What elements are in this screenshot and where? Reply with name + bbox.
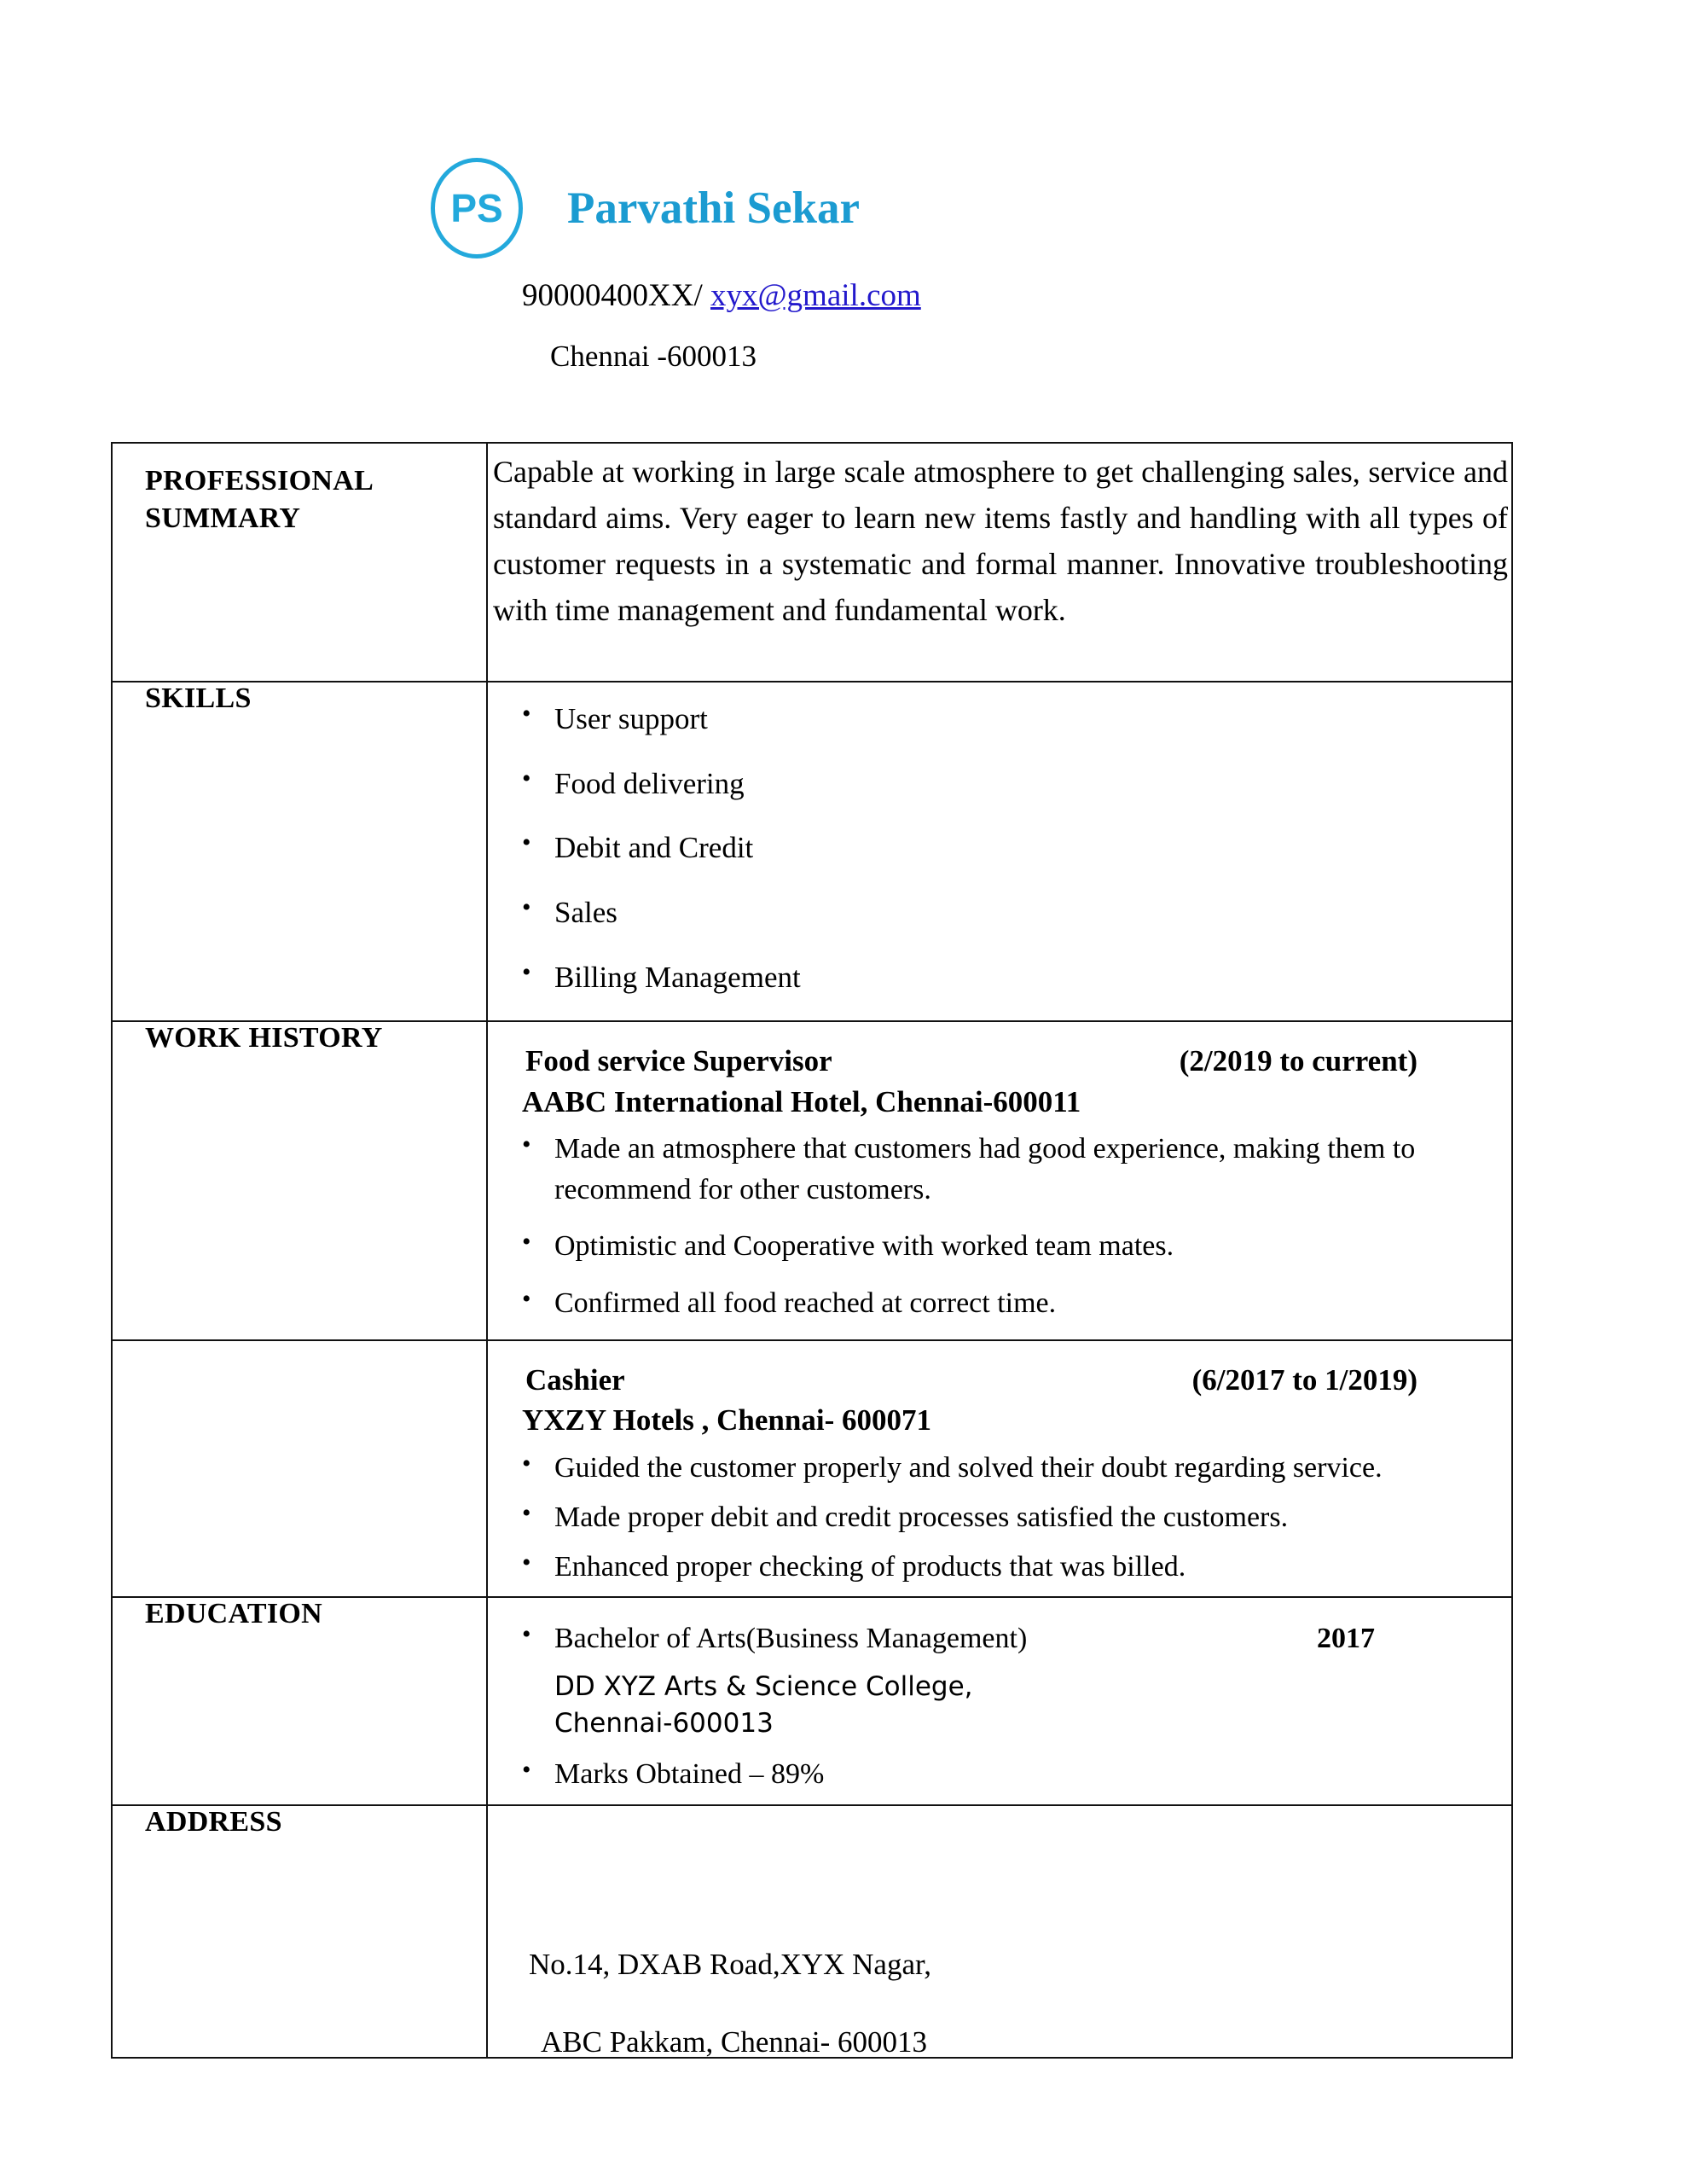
job-bullets	[488, 1129, 1511, 1324]
table-row-skills	[112, 682, 1512, 1021]
list-item: • Confirmed all food reached at correct time.	[488, 1283, 1511, 1324]
skills-content-cell	[487, 682, 1512, 1021]
section-label-education: EDUCATION	[145, 1598, 322, 1630]
address-content-cell	[487, 1805, 1512, 2058]
list-item: • Made proper debit and credit processes satisfied the customers.	[488, 1497, 1511, 1538]
list-item: • Optimistic and Cooperative with worked team mates.	[488, 1226, 1511, 1267]
table-row-work-history	[112, 1021, 1512, 1340]
resume-header	[0, 0, 1687, 401]
job-title: Cashier	[525, 1363, 625, 1397]
job-bullets	[488, 1448, 1511, 1589]
phone-number: 90000400XX/	[522, 278, 703, 313]
education-label-cell	[112, 1597, 487, 1804]
job-entry	[488, 1341, 1511, 1588]
education-degree: • Bachelor of Arts(Business Management)	[554, 1623, 1028, 1655]
list-item: • Enhanced proper checking of products that was billed.	[488, 1547, 1511, 1588]
skills-label-cell	[112, 682, 487, 1021]
work-history-label-cell	[112, 1021, 487, 1340]
list-item: • Guided the customer properly and solved their doubt regarding service.	[488, 1448, 1511, 1489]
address-label-cell	[112, 1805, 487, 2058]
email-link[interactable]: xyx@gmail.com	[710, 278, 921, 313]
education-institution: DD XYZ Arts & Science College,	[554, 1670, 973, 1702]
section-label-summary: PROFESSIONAL SUMMARY	[145, 465, 373, 534]
education-marks-list	[488, 1742, 1511, 1795]
table-row-summary	[112, 443, 1512, 682]
education-institution-city: Chennai-600013	[554, 1707, 774, 1739]
job-title: Food service Supervisor	[525, 1044, 832, 1078]
job-dates: (2/2019 to current)	[1179, 1044, 1417, 1078]
list-item: • Billing Management	[488, 956, 1511, 999]
job-header	[488, 1041, 1511, 1081]
job-dates: (6/2017 to 1/2019)	[1191, 1363, 1417, 1397]
summary-label-cell	[112, 443, 487, 682]
identity-block	[431, 158, 860, 258]
job-company: YXZY Hotels , Chennai- 600071	[522, 1403, 931, 1438]
list-item: • Debit and Credit	[488, 827, 1511, 869]
education-list	[488, 1598, 1511, 1659]
list-item: • Sales	[488, 892, 1511, 934]
candidate-name: Parvathi Sekar	[567, 183, 860, 233]
education-degree-line	[554, 1618, 1511, 1659]
education-content-cell	[487, 1597, 1512, 1804]
list-item: • Food delivering	[488, 763, 1511, 805]
section-label-work-history: WORK HISTORY	[145, 1022, 383, 1054]
address-line-1: No.14, DXAB Road,XYX Nagar,	[529, 1947, 932, 1981]
section-label-address: ADDRESS	[145, 1805, 282, 1838]
contact-line	[522, 277, 921, 315]
work-history-second-content-cell	[487, 1340, 1512, 1597]
location-line: Chennai -600013	[550, 340, 757, 373]
table-row-education	[112, 1597, 1512, 1804]
work-history-second-label-cell	[112, 1340, 487, 1597]
job-entry	[488, 1022, 1511, 1324]
table-row-address	[112, 1805, 1512, 2058]
skills-list	[488, 682, 1511, 998]
table-row-work-history-second	[112, 1340, 1512, 1597]
list-item: • Made an atmosphere that customers had good experience, making them to recommend for other customers.	[488, 1129, 1511, 1211]
work-history-content-cell	[487, 1021, 1512, 1340]
education-year: 2017	[1317, 1623, 1375, 1655]
list-item	[488, 1618, 1511, 1659]
summary-paragraph: Capable at working in large scale atmosphere to get challenging sales, service and standard aims. Very eager to learn new items fastly and handling with all types of customer requests in a systematic and formal manner. Innovative troubleshooting with time management and fundamental work.	[493, 455, 1508, 627]
resume-table	[111, 442, 1513, 2059]
list-item: • Marks Obtained – 89%	[488, 1754, 1511, 1795]
section-label-skills: SKILLS	[145, 682, 252, 714]
monogram-initials: PS	[450, 186, 503, 230]
address-block	[488, 1806, 1511, 2057]
list-item: • User support	[488, 698, 1511, 741]
summary-content-cell	[487, 443, 1512, 682]
address-line-2: ABC Pakkam, Chennai- 600013	[541, 2024, 928, 2059]
job-header	[488, 1360, 1511, 1400]
job-company: AABC International Hotel, Chennai-600011	[522, 1084, 1081, 1118]
monogram-avatar	[431, 158, 523, 258]
